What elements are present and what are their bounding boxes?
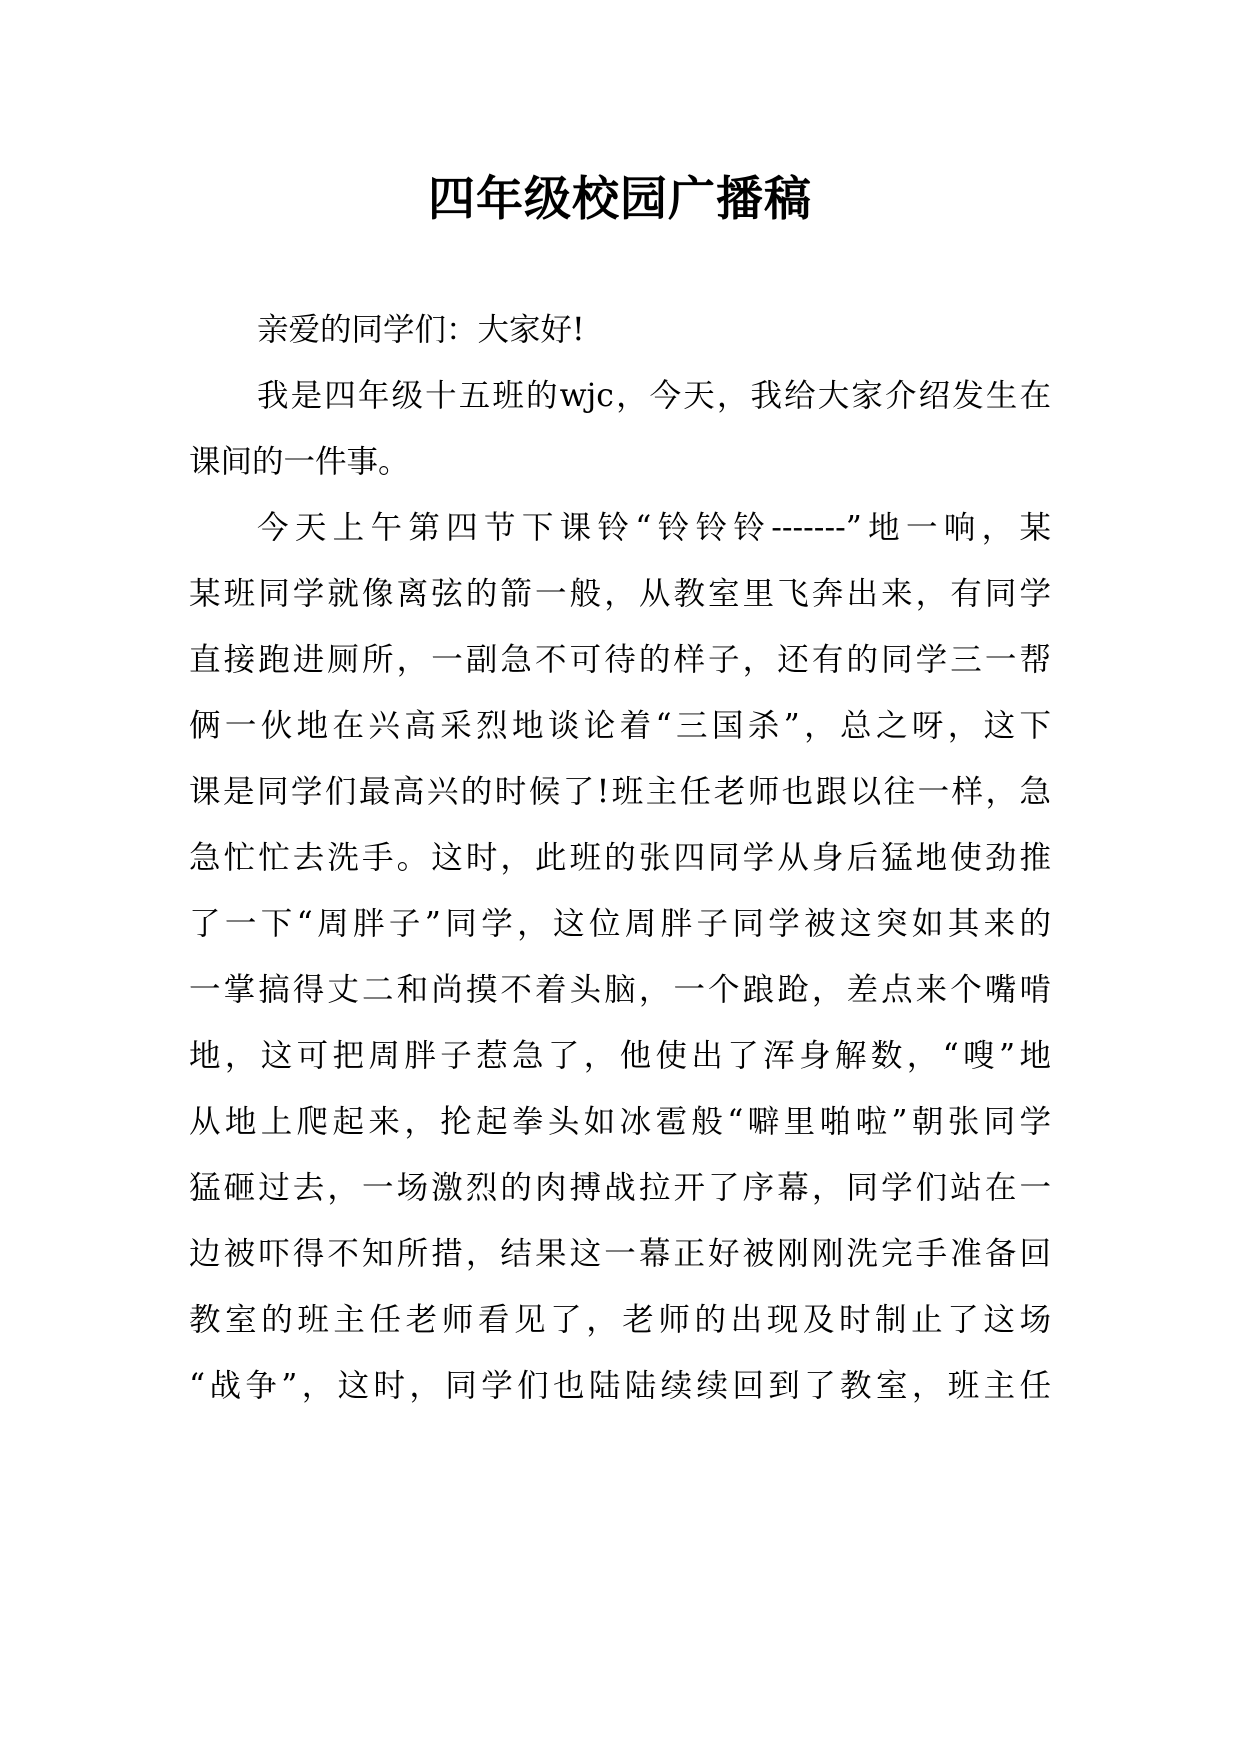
body-text-line: 猛砸过去，一场激烈的肉搏战拉开了序幕，同学们站在一 (189, 1170, 1051, 1206)
body-text-line: 急忙忙去洗手。这时，此班的张四同学从身后猛地使劲推 (189, 840, 1051, 876)
body-text-line: 从地上爬起来，抡起拳头如冰雹般“噼里啪啦”朝张同学 (189, 1104, 1051, 1140)
body-text-line: 边被吓得不知所措，结果这一幕正好被刚刚洗完手准备回 (189, 1236, 1051, 1272)
body-text-line: 某班同学就像离弦的箭一般，从教室里飞奔出来，有同学 (189, 576, 1051, 612)
body-text-line: 俩一伙地在兴高采烈地谈论着“三国杀”，总之呀，这下 (189, 708, 1051, 744)
body-text-line: 课是同学们最高兴的时候了!班主任老师也跟以往一样，急 (189, 774, 1051, 810)
body-text-line: 课间的一件事。 (189, 444, 410, 480)
body-text-line: 一掌搞得丈二和尚摸不着头脑，一个踉跄，差点来个嘴啃 (189, 972, 1051, 1008)
body-text-line: “战争”，这时，同学们也陆陆续续回到了教室，班主任 (189, 1368, 1051, 1404)
document-title: 四年级校园广播稿 (428, 172, 812, 227)
greeting-line: 亲爱的同学们：大家好! (257, 312, 585, 348)
body-text-line: 今天上午第四节下课铃“铃铃铃-------”地一响，某 (257, 510, 1051, 546)
body-text-line: 了一下“周胖子”同学，这位周胖子同学被这突如其来的 (189, 906, 1051, 942)
body-text-line: 直接跑进厕所，一副急不可待的样子，还有的同学三一帮 (189, 642, 1051, 678)
body-text-line: 教室的班主任老师看见了，老师的出现及时制止了这场 (189, 1302, 1051, 1338)
body-text-line: 地，这可把周胖子惹急了，他使出了浑身解数，“嗖”地 (189, 1038, 1051, 1074)
body-text-line: 我是四年级十五班的wjc，今天，我给大家介绍发生在 (257, 378, 1051, 414)
